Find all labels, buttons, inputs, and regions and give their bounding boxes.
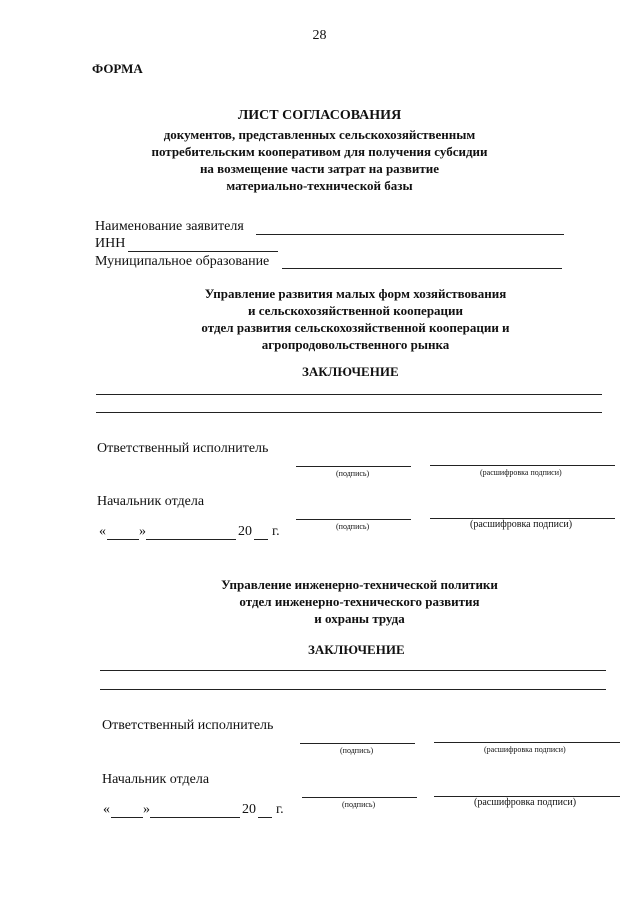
- section1-conclusion-line-1[interactable]: [96, 394, 602, 395]
- applicant-name-label: Наименование заявителя: [95, 219, 244, 234]
- section1-year-suffix: г.: [272, 524, 280, 539]
- section1-head-label: Начальник отдела: [97, 494, 205, 509]
- form-label: ФОРМА: [92, 61, 143, 76]
- subtitle-line: потребительским кооперативом для получения субсидии: [151, 144, 488, 159]
- section2-head-signature-caption: (подпись): [342, 800, 376, 809]
- section2-head-signature-field[interactable]: [302, 797, 417, 798]
- section1-heading-line: и сельскохозяйственной кооперации: [247, 303, 464, 318]
- subtitle-line: документов, представленных сельскохозяйственным: [163, 127, 476, 142]
- section2-heading-line: отдел инженерно-технического развития: [239, 594, 480, 609]
- document-title: ЛИСТ СОГЛАСОВАНИЯ: [237, 108, 402, 123]
- section1-head-decode-caption: (расшифровка подписи): [470, 519, 573, 530]
- section2-conclusion-line-2[interactable]: [100, 689, 606, 690]
- municipality-label: Муниципальное образование: [95, 254, 270, 269]
- section1-responsible-signature-field[interactable]: [296, 466, 411, 467]
- section1-date-close: »: [139, 524, 146, 539]
- section2-year-field[interactable]: [258, 817, 272, 818]
- section2-conclusion-title: ЗАКЛЮЧЕНИЕ: [308, 642, 405, 657]
- section2-conclusion-line-1[interactable]: [100, 670, 606, 671]
- section1-heading-line: агропродовольственного рынка: [261, 337, 450, 352]
- section1-responsible-decode-caption: (расшифровка подписи): [480, 468, 562, 477]
- section1-responsible-label: Ответственный исполнитель: [97, 441, 269, 456]
- section1-date-open: «: [99, 524, 106, 539]
- section1-heading-line: отдел развития сельскохозяйственной кооперации и: [201, 320, 510, 335]
- page-number: 28: [312, 28, 327, 43]
- section2-date-close: »: [143, 802, 150, 817]
- section2-heading-line: и охраны труда: [314, 611, 405, 626]
- section2-date-open: «: [103, 802, 110, 817]
- applicant-name-field[interactable]: [256, 234, 564, 235]
- section1-head-signature-caption: (подпись): [336, 522, 370, 531]
- section1-responsible-signature-caption: (подпись): [336, 469, 370, 478]
- section2-responsible-signature-field[interactable]: [300, 743, 415, 744]
- section2-responsible-decode-field[interactable]: [434, 742, 620, 743]
- section1-heading-line: Управление развития малых форм хозяйствования: [204, 286, 507, 301]
- section1-date-day-field[interactable]: [107, 539, 139, 540]
- section2-year-suffix: г.: [276, 802, 284, 817]
- section2-year-prefix: 20: [242, 802, 256, 817]
- section1-head-signature-field[interactable]: [296, 519, 411, 520]
- section2-head-decode-caption: (расшифровка подписи): [474, 797, 577, 808]
- municipality-field[interactable]: [282, 268, 562, 269]
- subtitle-line: материально-технической базы: [226, 178, 413, 193]
- subtitle-line: на возмещение части затрат на развитие: [199, 161, 440, 176]
- inn-field[interactable]: [128, 251, 278, 252]
- section1-year-prefix: 20: [238, 524, 252, 539]
- section2-heading-line: Управление инженерно-технической политики: [221, 577, 498, 592]
- section1-heading: [36, 285, 639, 353]
- inn-label: ИНН: [95, 236, 126, 251]
- section2-responsible-signature-caption: (подпись): [340, 746, 374, 755]
- section2-responsible-decode-caption: (расшифровка подписи): [484, 745, 566, 754]
- section1-conclusion-line-2[interactable]: [96, 412, 602, 413]
- section2-date-month-field[interactable]: [150, 817, 240, 818]
- section1-year-field[interactable]: [254, 539, 268, 540]
- section1-date-month-field[interactable]: [146, 539, 236, 540]
- section1-conclusion-title: ЗАКЛЮЧЕНИЕ: [302, 364, 399, 379]
- document-subtitle: [0, 126, 639, 194]
- section1-responsible-decode-field[interactable]: [430, 465, 615, 466]
- section2-head-label: Начальник отдела: [102, 772, 210, 787]
- section2-date-day-field[interactable]: [111, 817, 143, 818]
- section2-heading: [40, 576, 639, 627]
- section2-responsible-label: Ответственный исполнитель: [102, 718, 274, 733]
